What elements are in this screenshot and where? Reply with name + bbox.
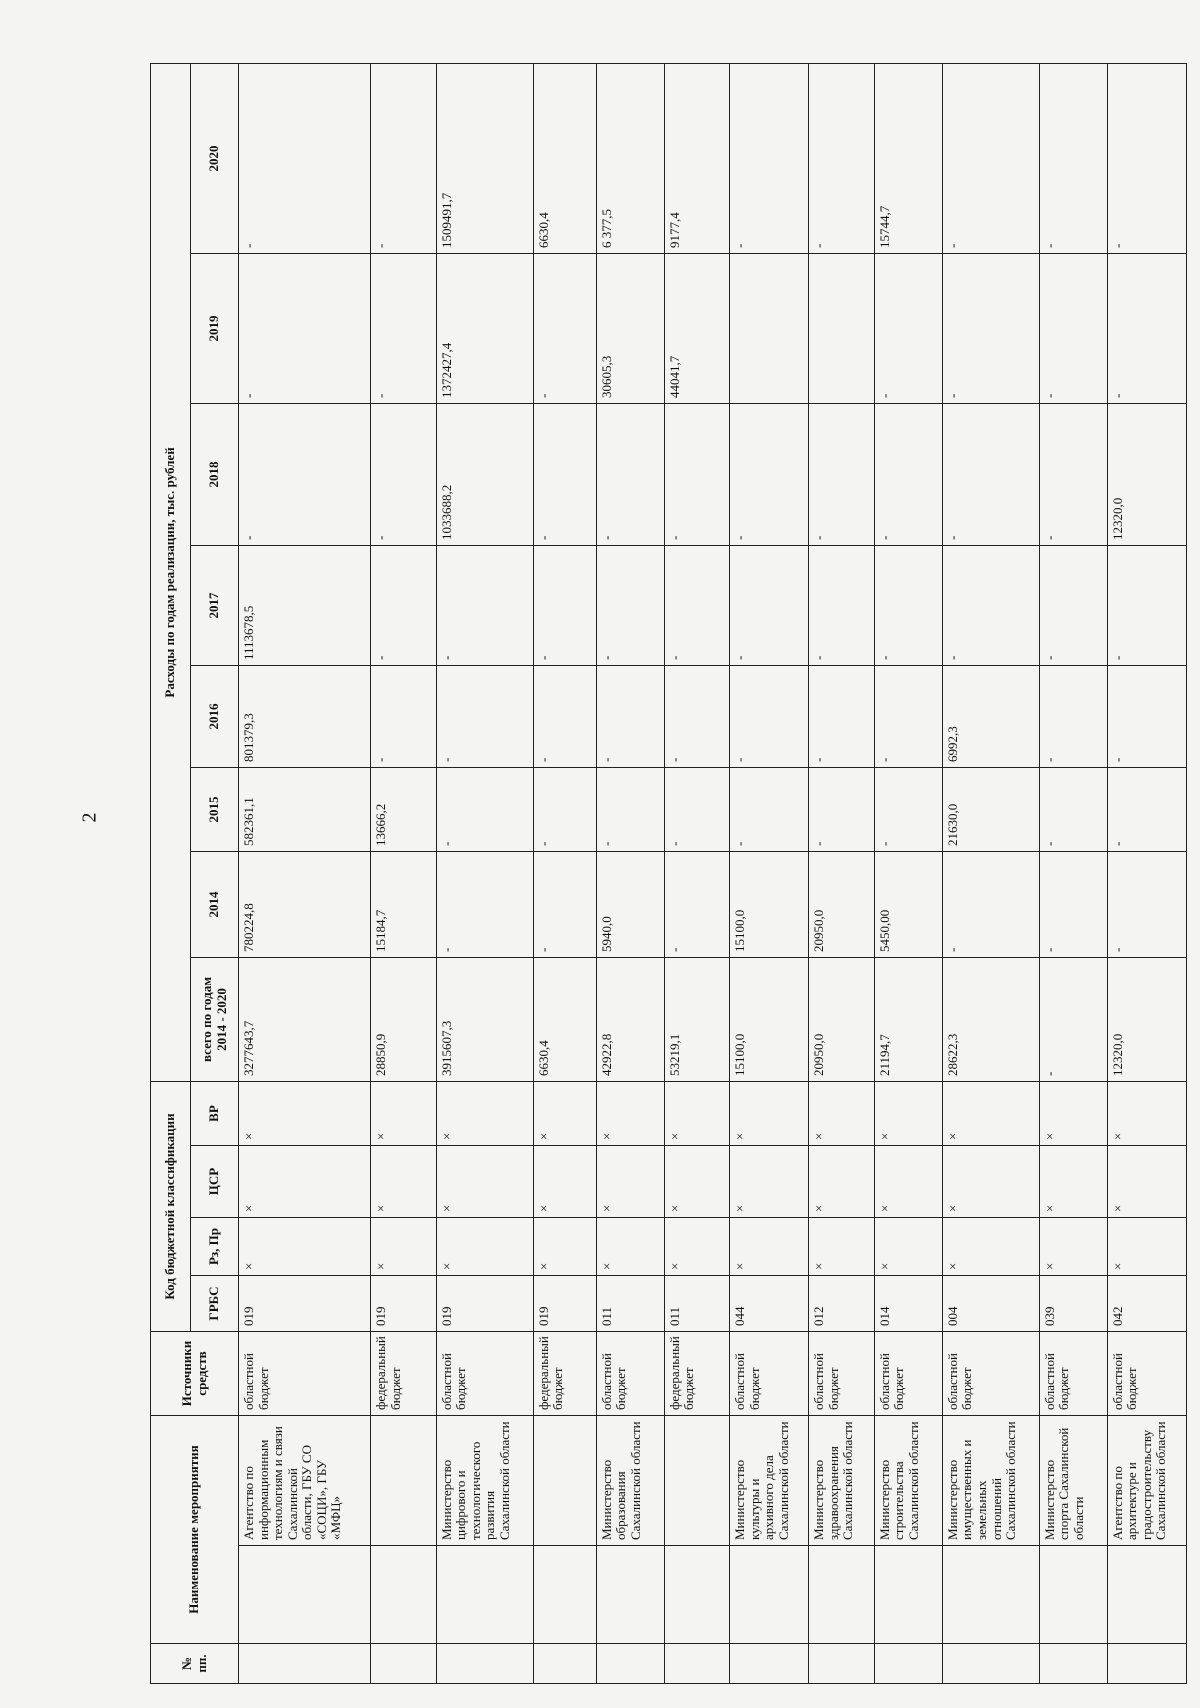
cell-agency (664, 1416, 730, 1546)
cell-y2020: 9177,4 (664, 63, 730, 253)
cell-event (1107, 1546, 1186, 1644)
cell-y2020: 15744,7 (874, 63, 942, 253)
cell-y2015: 13666,2 (371, 767, 437, 851)
cell-no (942, 1644, 1039, 1684)
cell-y2019: - (533, 253, 596, 403)
cell-y2019 (730, 253, 809, 403)
cell-source: областной бюджет (809, 1332, 875, 1416)
cell-vr: × (436, 1081, 533, 1145)
cell-rzpr: × (239, 1218, 371, 1276)
cell-source: областной бюджет (874, 1332, 942, 1416)
cell-y2016: - (371, 665, 437, 767)
cell-y2016: - (664, 665, 730, 767)
cell-csr: × (942, 1146, 1039, 1218)
cell-event (533, 1546, 596, 1644)
cell-y2014: - (436, 851, 533, 957)
header-grbs: ГРБС (191, 1276, 239, 1332)
cell-y2015: - (664, 767, 730, 851)
cell-vr: × (239, 1081, 371, 1145)
cell-event (874, 1546, 942, 1644)
cell-event (371, 1546, 437, 1644)
cell-y2018: - (533, 403, 596, 545)
cell-csr: × (371, 1146, 437, 1218)
cell-grbs: 019 (239, 1276, 371, 1332)
header-2014: 2014 (191, 851, 239, 957)
cell-y2018: 1033688,2 (436, 403, 533, 545)
cell-csr: × (1107, 1146, 1186, 1218)
cell-vr: × (809, 1081, 875, 1145)
table-row (596, 63, 664, 1683)
header-sources: Источники средств (151, 1332, 239, 1416)
header-2017: 2017 (191, 545, 239, 665)
cell-y2016: - (874, 665, 942, 767)
cell-y2014: 5450,00 (874, 851, 942, 957)
cell-y2016: - (596, 665, 664, 767)
cell-no (730, 1644, 809, 1684)
cell-y2015: - (730, 767, 809, 851)
cell-rzpr: × (371, 1218, 437, 1276)
cell-agency: Министерство цифрового и технологического развития Сахалинской области (436, 1416, 533, 1546)
cell-grbs: 019 (436, 1276, 533, 1332)
cell-csr: × (596, 1146, 664, 1218)
cell-vr: × (1107, 1081, 1186, 1145)
page-number: 2 (78, 812, 101, 823)
cell-rzpr: × (1039, 1218, 1107, 1276)
cell-y2015: - (436, 767, 533, 851)
cell-vr: × (1039, 1081, 1107, 1145)
cell-grbs: 019 (371, 1276, 437, 1332)
cell-no (533, 1644, 596, 1684)
cell-rzpr: × (1107, 1218, 1186, 1276)
cell-no (371, 1644, 437, 1684)
cell-event (239, 1546, 371, 1644)
cell-y2017: - (874, 545, 942, 665)
cell-y2017: - (730, 545, 809, 665)
cell-y2016: 801379,3 (239, 665, 371, 767)
cell-csr: × (239, 1146, 371, 1218)
cell-grbs: 011 (596, 1276, 664, 1332)
cell-y2015: 21630,0 (942, 767, 1039, 851)
cell-y2019: 44041,7 (664, 253, 730, 403)
cell-y2018: - (1039, 403, 1107, 545)
cell-y2015: - (533, 767, 596, 851)
cell-agency (371, 1416, 437, 1546)
cell-vr: × (942, 1081, 1039, 1145)
cell-grbs: 019 (533, 1276, 596, 1332)
cell-total: 15100,0 (730, 957, 809, 1081)
cell-grbs: 014 (874, 1276, 942, 1332)
cell-no (809, 1644, 875, 1684)
cell-rzpr: × (664, 1218, 730, 1276)
cell-y2014: - (1039, 851, 1107, 957)
cell-y2014: - (1107, 851, 1186, 957)
cell-y2019: - (239, 253, 371, 403)
cell-total: 21194,7 (874, 957, 942, 1081)
rotated-table-container (150, 64, 1187, 1684)
cell-source: областной бюджет (942, 1332, 1039, 1416)
header-2020: 2020 (191, 63, 239, 253)
cell-total: 3915607,3 (436, 957, 533, 1081)
cell-y2020: 6 377,5 (596, 63, 664, 253)
cell-y2018: - (874, 403, 942, 545)
cell-y2018: - (596, 403, 664, 545)
cell-no (1039, 1644, 1107, 1684)
cell-y2015: - (874, 767, 942, 851)
cell-csr: × (436, 1146, 533, 1218)
cell-vr: × (371, 1081, 437, 1145)
cell-no (664, 1644, 730, 1684)
cell-no (874, 1644, 942, 1684)
cell-y2015: 582361,1 (239, 767, 371, 851)
cell-y2017: - (1107, 545, 1186, 665)
cell-vr: × (664, 1081, 730, 1145)
cell-y2016: - (809, 665, 875, 767)
cell-y2019: - (1107, 253, 1186, 403)
cell-csr: × (730, 1146, 809, 1218)
cell-event (730, 1546, 809, 1644)
cell-csr: × (874, 1146, 942, 1218)
cell-y2014: 5940,0 (596, 851, 664, 957)
header-csr: ЦСР (191, 1146, 239, 1218)
table-row (809, 63, 875, 1683)
header-total: всего по годам 2014 - 2020 (191, 957, 239, 1081)
cell-y2015: - (596, 767, 664, 851)
cell-source: областной бюджет (239, 1332, 371, 1416)
cell-y2015: - (809, 767, 875, 851)
cell-rzpr: × (533, 1218, 596, 1276)
cell-y2020: - (730, 63, 809, 253)
cell-y2018: - (809, 403, 875, 545)
cell-y2015: - (1107, 767, 1186, 851)
cell-y2017: - (533, 545, 596, 665)
cell-agency: Министерство культуры и архивного дела Сахалинской области (730, 1416, 809, 1546)
header-2016: 2016 (191, 665, 239, 767)
cell-y2020: - (371, 63, 437, 253)
cell-y2017: 1113678,5 (239, 545, 371, 665)
cell-y2020: 1509491,7 (436, 63, 533, 253)
header-vr: ВР (191, 1081, 239, 1145)
cell-y2019: - (942, 253, 1039, 403)
cell-no (596, 1644, 664, 1684)
cell-vr: × (533, 1081, 596, 1145)
table-row (533, 63, 596, 1683)
cell-y2017: - (809, 545, 875, 665)
cell-no (1107, 1644, 1186, 1684)
cell-vr: × (874, 1081, 942, 1145)
cell-source: областной бюджет (1107, 1332, 1186, 1416)
cell-source: федеральный бюджет (664, 1332, 730, 1416)
cell-agency: Агентство по информационным технологиям и связи Сахалинской области, ГБУ СО «СОЦИ», ГБУ «МФЦ» (239, 1416, 371, 1546)
budget-table (150, 63, 1187, 1684)
cell-y2019: - (371, 253, 437, 403)
cell-y2018: - (239, 403, 371, 545)
cell-agency: Агентство по архитектуре и градостроительству Сахалинской области (1107, 1416, 1186, 1546)
table-row (239, 63, 371, 1683)
cell-agency: Министерство спорта Сахалинской области (1039, 1416, 1107, 1546)
cell-total: 3277643,7 (239, 957, 371, 1081)
cell-total: 28622,3 (942, 957, 1039, 1081)
cell-csr: × (1039, 1146, 1107, 1218)
header-event-name: Наименование мероприятия (151, 1416, 239, 1644)
cell-y2019: 30605,3 (596, 253, 664, 403)
cell-y2018: - (371, 403, 437, 545)
cell-total: 20950,0 (809, 957, 875, 1081)
cell-y2020: - (1107, 63, 1186, 253)
cell-y2014: 20950,0 (809, 851, 875, 957)
cell-y2016: - (1107, 665, 1186, 767)
cell-y2014: - (664, 851, 730, 957)
cell-total: 53219,1 (664, 957, 730, 1081)
cell-grbs: 011 (664, 1276, 730, 1332)
cell-event (664, 1546, 730, 1644)
cell-grbs: 012 (809, 1276, 875, 1332)
cell-total: 6630,4 (533, 957, 596, 1081)
header-rzpr: Рз, Пр (191, 1218, 239, 1276)
cell-agency: Министерство строительства Сахалинской области (874, 1416, 942, 1546)
table-row (874, 63, 942, 1683)
cell-y2018: 12320,0 (1107, 403, 1186, 545)
cell-total: - (1039, 957, 1107, 1081)
cell-y2019: - (874, 253, 942, 403)
cell-event (436, 1546, 533, 1644)
header-expenses: Расходы по годам реализации, тыс. рублей (151, 63, 191, 1081)
header-2019: 2019 (191, 253, 239, 403)
cell-grbs: 042 (1107, 1276, 1186, 1332)
cell-agency: Министерство здравоохранения Сахалинской области (809, 1416, 875, 1546)
table-body (239, 63, 1187, 1683)
cell-no (436, 1644, 533, 1684)
cell-agency: Министерство образования Сахалинской области (596, 1416, 664, 1546)
cell-total: 12320,0 (1107, 957, 1186, 1081)
cell-y2019: 1372427,4 (436, 253, 533, 403)
cell-y2018: - (942, 403, 1039, 545)
cell-rzpr: × (809, 1218, 875, 1276)
table-row (1039, 63, 1107, 1683)
cell-y2016: - (730, 665, 809, 767)
cell-source: федеральный бюджет (371, 1332, 437, 1416)
cell-grbs: 044 (730, 1276, 809, 1332)
cell-y2016: - (436, 665, 533, 767)
cell-y2019: - (1039, 253, 1107, 403)
cell-grbs: 039 (1039, 1276, 1107, 1332)
cell-y2017: - (596, 545, 664, 665)
header-no: № пп. (151, 1644, 239, 1684)
cell-grbs: 004 (942, 1276, 1039, 1332)
cell-source: областной бюджет (1039, 1332, 1107, 1416)
cell-y2018: - (664, 403, 730, 545)
table-row (1107, 63, 1186, 1683)
cell-y2016: 6992,3 (942, 665, 1039, 767)
cell-y2020: - (809, 63, 875, 253)
cell-rzpr: × (436, 1218, 533, 1276)
cell-y2020: - (1039, 63, 1107, 253)
cell-y2020: - (942, 63, 1039, 253)
cell-y2014: 15184,7 (371, 851, 437, 957)
cell-source: областной бюджет (730, 1332, 809, 1416)
cell-y2016: - (1039, 665, 1107, 767)
cell-rzpr: × (942, 1218, 1039, 1276)
cell-y2015: - (1039, 767, 1107, 851)
cell-source: областной бюджет (436, 1332, 533, 1416)
cell-rzpr: × (730, 1218, 809, 1276)
cell-y2017: - (1039, 545, 1107, 665)
table-row (942, 63, 1039, 1683)
table-row (371, 63, 437, 1683)
cell-rzpr: × (596, 1218, 664, 1276)
cell-y2017: - (942, 545, 1039, 665)
cell-y2019 (809, 253, 875, 403)
cell-y2014: - (533, 851, 596, 957)
cell-y2017: - (664, 545, 730, 665)
table-row (730, 63, 809, 1683)
cell-csr: × (809, 1146, 875, 1218)
cell-rzpr: × (874, 1218, 942, 1276)
header-budget-code: Код бюджетной классификации (151, 1081, 191, 1331)
table-row (436, 63, 533, 1683)
cell-y2017: - (436, 545, 533, 665)
cell-y2020: 6630,4 (533, 63, 596, 253)
cell-event (809, 1546, 875, 1644)
cell-vr: × (730, 1081, 809, 1145)
cell-y2017: - (371, 545, 437, 665)
cell-no (239, 1644, 371, 1684)
cell-total: 42922,8 (596, 957, 664, 1081)
cell-y2014: 780224,8 (239, 851, 371, 957)
cell-y2016: - (533, 665, 596, 767)
header-2015: 2015 (191, 767, 239, 851)
cell-csr: × (533, 1146, 596, 1218)
cell-event (1039, 1546, 1107, 1644)
cell-total: 28850,9 (371, 957, 437, 1081)
cell-csr: × (664, 1146, 730, 1218)
cell-y2014: 15100,0 (730, 851, 809, 957)
cell-y2014: - (942, 851, 1039, 957)
header-2018: 2018 (191, 403, 239, 545)
cell-agency (533, 1416, 596, 1546)
cell-vr: × (596, 1081, 664, 1145)
cell-y2020: - (239, 63, 371, 253)
cell-event (942, 1546, 1039, 1644)
cell-agency: Министерство имущественных и земельных отношений Сахалинской области (942, 1416, 1039, 1546)
cell-event (596, 1546, 664, 1644)
cell-source: областной бюджет (596, 1332, 664, 1416)
table-row (664, 63, 730, 1683)
cell-source: федеральный бюджет (533, 1332, 596, 1416)
cell-y2018: - (730, 403, 809, 545)
